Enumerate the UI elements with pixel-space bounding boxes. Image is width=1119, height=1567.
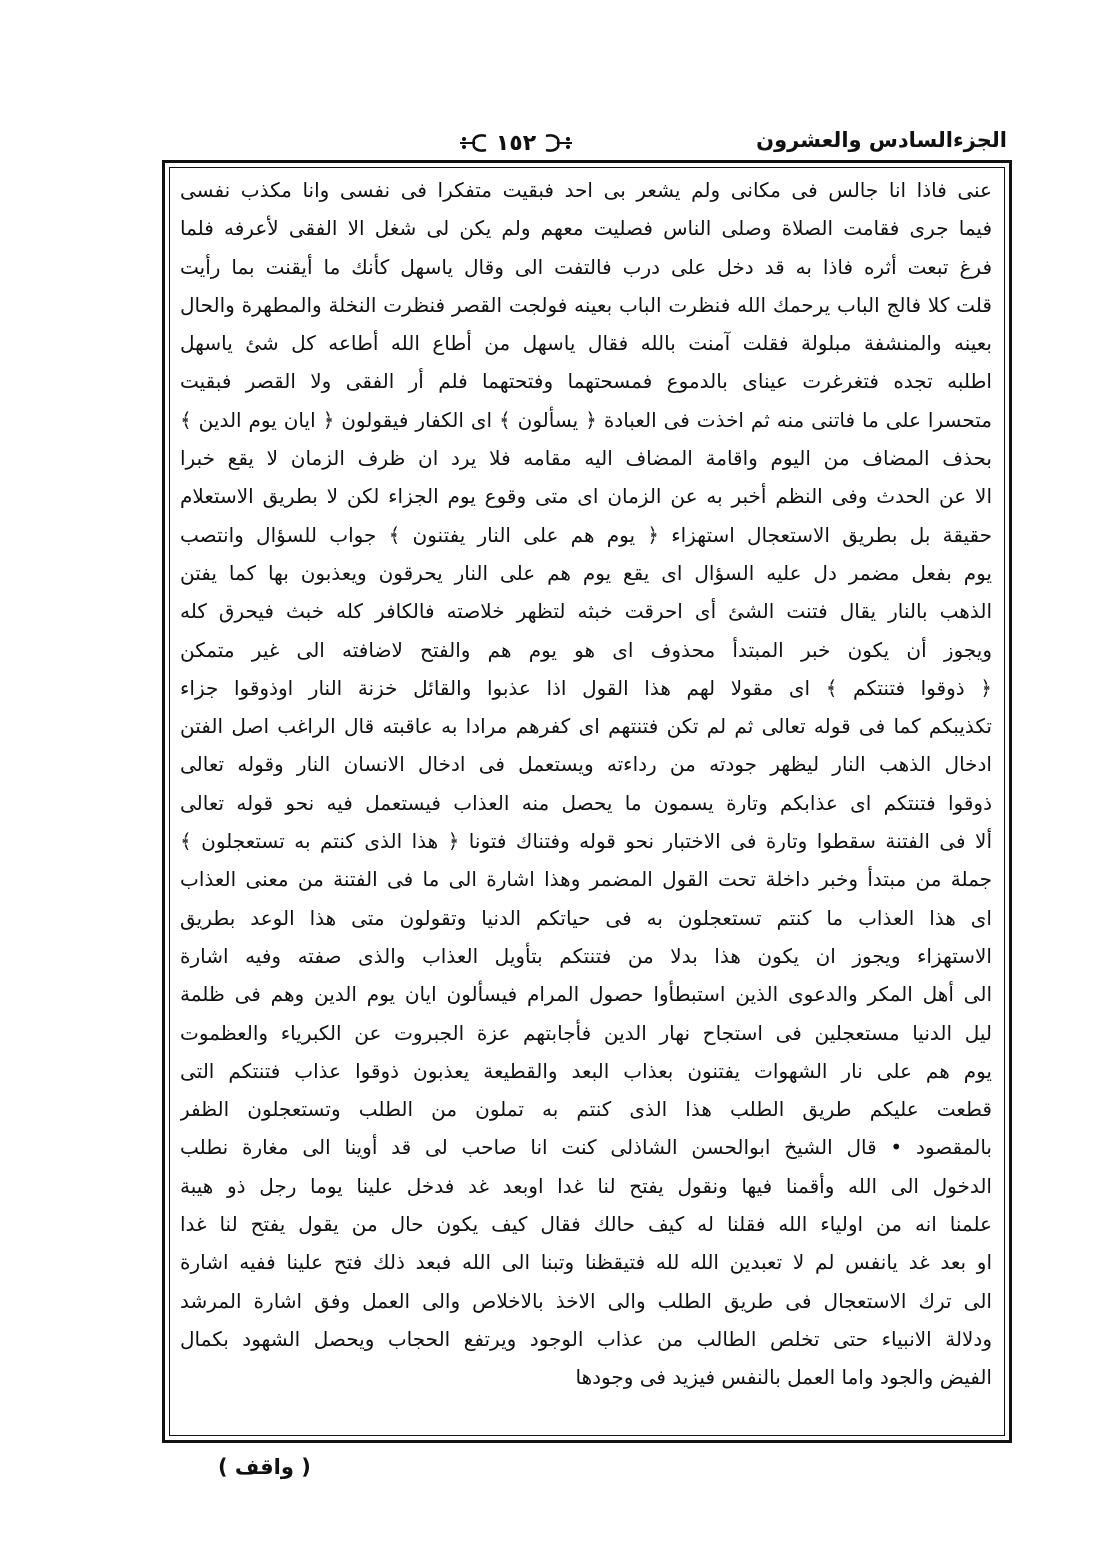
text-line: ودلالة الانبياء حتى تخلص الطالب من عذاب الوجود ويرتفع الحجاب ويحصل الشهود بكمال xyxy=(180,1326,992,1351)
text-line: بحذف المضاف من اليوم واقامة المضاف اليه مقامه فلا يرد ان ظرف الزمان لا يقع خبرا xyxy=(180,446,992,471)
text-line: الذهب بالنار يقال فتنت الشئ أى احرقت خبثه لتظهر خلاصته فالكافر كله خبث فيحرق كله xyxy=(180,599,992,624)
text-line: جملة من مبتدأ وخبر داخلة تحت القول المضمر وهذا اشارة الى ما فى الفتنة من معنى العذاب xyxy=(180,867,992,892)
text-line: يوم بفعل مضمر دل عليه السؤال اى يقع يوم هم على النار يحرقون ويعذبون بها كما يفتن xyxy=(180,560,992,585)
text-line: فيما جرى فقامت الصلاة وصلى الناس فصليت معهم ولم يكن لى شغل الا الفقى لأعرفه فلما xyxy=(180,216,992,241)
text-line-last: الفيض والجود واما العمل بالنفس فيزيد فى وجودها xyxy=(575,1365,992,1390)
text-line: ليل الدنيا مستعجلين فى استجاح نهار الدين فأجابتهم عزة الجبروت عن الكبرياء والعظموت xyxy=(180,1020,992,1045)
text-line: ادخال الذهب النار ليظهر جودته من رداءته ويستعمل فى ادخال الانسان النار وقوله تعالى xyxy=(180,752,992,777)
page-number-group xyxy=(440,126,592,160)
text-line: قلت كلا فالج الباب يرحمك الله فنظرت الباب بعينه فولجت القصر فنظرت النخلة والمطهرة والحال xyxy=(180,292,992,317)
text-line: ذوقوا فتنتكم اى عذابكم وتارة يسمون ما يحصل منه العذاب فيستعمل فيه نحو قوله تعالى xyxy=(180,790,992,815)
text-line: ﴿ ذوقوا فتنتكم ﴾ اى مقولا لهم هذا القول اذا عذبوا والقائل خزنة النار اوذوقوا جزاء xyxy=(180,675,992,700)
text-line: الا عن الحدث وفى النظم أخبر به عن الزمان اى متى وقوع يوم الجزاء لكن لا بطريق الاستعلام xyxy=(180,484,992,509)
ornament-right-icon xyxy=(542,132,576,154)
text-line: علمنا انه من اولياء الله فقلنا له كيف حالك فقال كيف يكون حال من يقول يفتح لنا غدا xyxy=(180,1212,992,1237)
text-line: الى أهل المكر والدعوى الذين استبطأوا حصول المرام فيسألون ايان يوم الدين وهم فى ظلمة xyxy=(180,982,992,1007)
text-line: متحسرا على ما فاتنى منه ثم اخذت فى العبادة ﴿ يسألون ﴾ اى الكفار فيقولون ﴿ ايان يوم الدين ﴾ xyxy=(180,407,992,432)
text-line: تكذيبكم كما فى قوله تعالى ثم لم تكن فتنتهم اى كفرهم مرادا به عاقبته قال الراغب اصل الفتن xyxy=(180,714,992,739)
text-line: ألا فى الفتنة سقطوا وتارة فى الاختبار نحو قوله وفتناك فتونا ﴿ هذا الذى كنتم به تستعجلون ﴾ xyxy=(180,829,992,854)
text-line: الاستهزاء ويجوز ان يكون هذا بدلا من فتنتكم بتأويل العذاب والذى صفته وفيه اشارة xyxy=(180,943,992,968)
text-line: بعينه والمنشفة مبلولة فقلت آمنت بالله فقال ياسهل من أطاع الله أطاعه كل شئ ياسهل xyxy=(180,331,992,356)
text-line: حقيقة بل بطريق الاستعجال استهزاء ﴿ يوم هم على النار يفتنون ﴾ جواب للسؤال وانتصب xyxy=(180,522,992,547)
text-line: اطلبه تجده فتغرغرت عيناى بالدموع فمسحتهما وفتحتهما فلم أر الفقى ولا القصر فبقيت xyxy=(180,369,992,394)
catchword: ( واقف ) xyxy=(218,1455,311,1479)
text-line: بالمقصود • قال الشيخ ابوالحسن الشاذلى كنت انا صاحب لى قد أوينا الى مغارة نطلب xyxy=(180,1135,992,1160)
text-line: الدخول الى الله وأقمنا فيها ونقول يفتح لنا غدا اوبعد غد فدخل علينا يوما رجل ذو هيبة xyxy=(180,1173,992,1198)
text-line: عنى فاذا انا جالس فى مكانى ولم يشعر بى احد فبقيت متفكرا فى نفسى وانا مكذب نفسى xyxy=(180,178,992,202)
text-line: الى ترك الاستعجال فى طريق الطلب والى الاخذ بالاخلاص والى العمل وفق اشارة المرشد xyxy=(180,1288,992,1313)
text-line: فرغ تبعت أثره فاذا به قد دخل على درب فالتفت الى وقال ياسهل كأنك ما أيقنت بما رأيت xyxy=(180,254,992,279)
body-text xyxy=(180,171,992,1397)
ornament-left-icon xyxy=(456,132,490,154)
text-line: يوم هم على نار الشهوات يفتنون بعذاب البعد والقطيعة يعذبون ذوقوا عذاب فتنتكم التى xyxy=(180,1058,992,1083)
text-line: او بعد غد يانفس لم لا تعبدين الله لله فتيقظنا وتبنا الى الله فبعد ذلك فتح علينا ففيه اشارة xyxy=(180,1250,992,1275)
page-number: ١٥٢ xyxy=(495,130,537,156)
text-line: اى هذا العذاب ما كنتم تستعجلون به فى حياتكم الدنيا وتقولون متى هذا الوعد بطريق xyxy=(180,905,992,930)
running-header-part-title: الجزءالسادس والعشرون xyxy=(756,128,1007,152)
text-line: قطعت عليكم طريق الطلب هذا الذى كنتم به تملون من الطلب وتستعجلون الظفر xyxy=(180,1097,992,1122)
text-line: ويجوز أن يكون خبر المبتدأ محذوف اى هو يوم هم والفتح لاضافته الى غير متمكن xyxy=(180,637,992,662)
